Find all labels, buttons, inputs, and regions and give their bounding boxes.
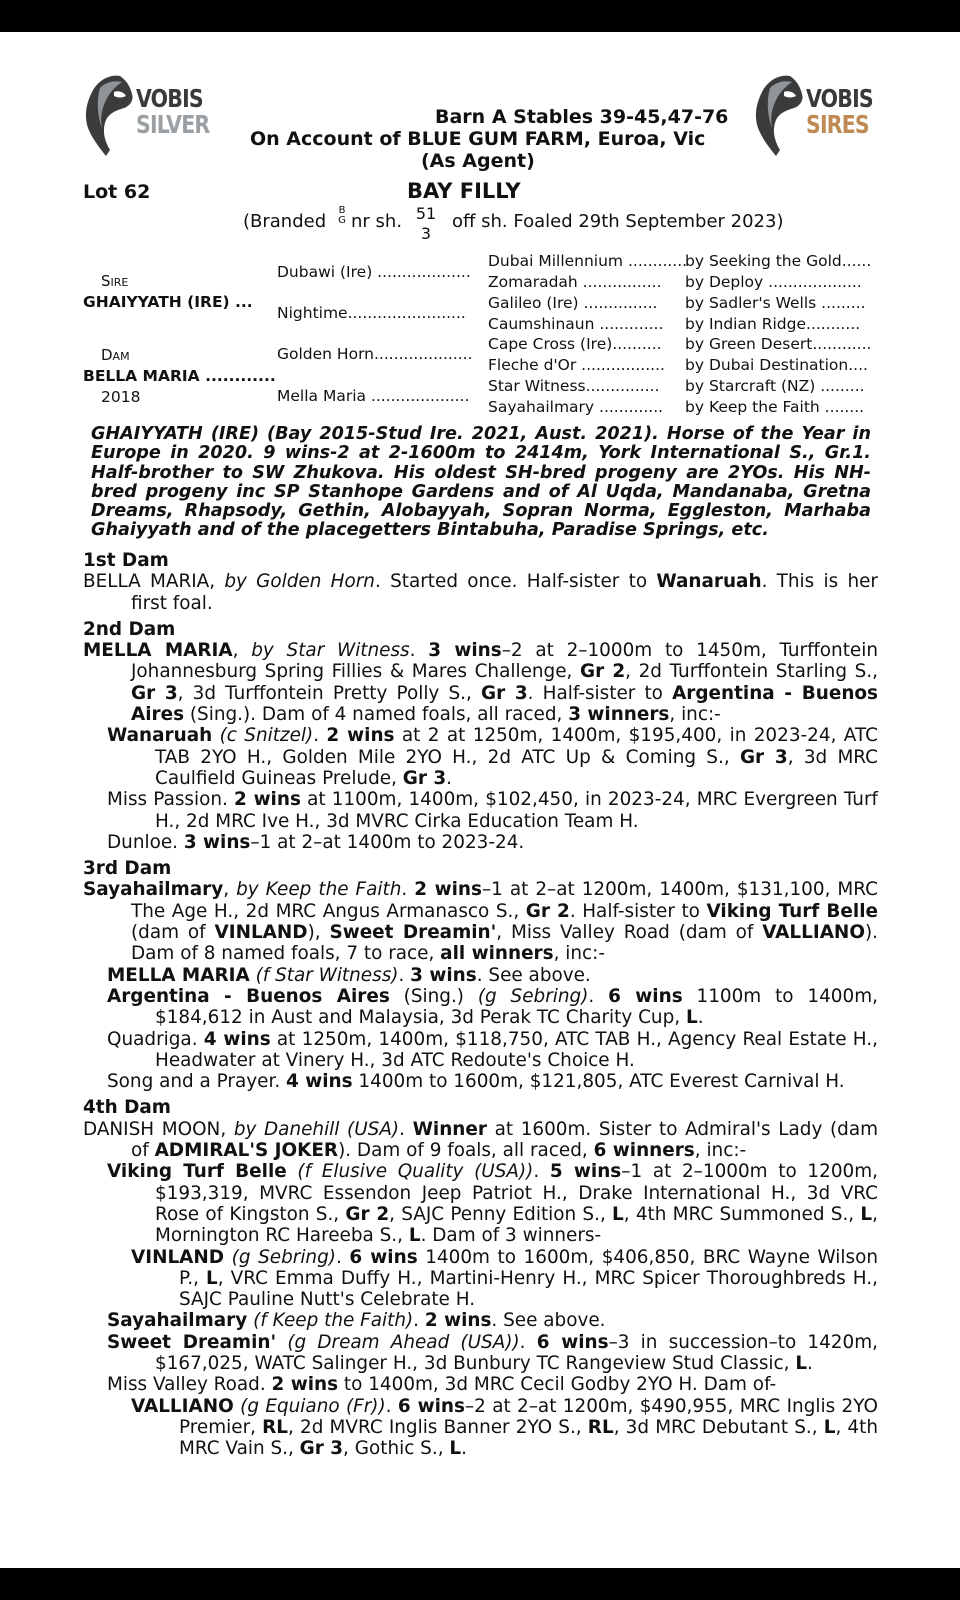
progeny-paragraph (83, 789, 878, 832)
bold-run: Gr 2 (345, 1203, 390, 1225)
bold-run: MELLA MARIA (83, 640, 233, 662)
bold-run: 3 wins (410, 964, 477, 986)
bold-run: MELLA MARIA (107, 964, 250, 986)
progeny-paragraph (83, 1161, 878, 1246)
bold-run: Wanaruah (656, 571, 762, 593)
bold-run: 3 wins (183, 831, 251, 853)
pedigree-gen3-sire: by Dubai Destination.... (685, 356, 868, 374)
bold-run: 6 wins (608, 985, 683, 1007)
text-run: . (807, 1352, 813, 1374)
bold-run: Wanaruah (107, 725, 213, 747)
text-run: . (335, 1246, 350, 1268)
pedigree-gen2-item: Nightime........................ (277, 304, 466, 322)
brand-number-bottom: 3 (420, 224, 432, 243)
italic-run: (g Equiano (Fr)) (240, 1395, 386, 1417)
bold-run: RL (587, 1416, 614, 1438)
bold-run: 2 wins (424, 1310, 492, 1332)
text-run: . (385, 1395, 398, 1417)
lot-number: Lot 62 (83, 181, 151, 203)
text-run: , inc:- (694, 1140, 747, 1162)
text-run: at 2 at 1250m, 1400m, $195,400, in 2023-24, ATC TAB 2YO H., Golden Mile 2YO H., 2d ATC Up & Coming S., (155, 725, 878, 768)
text-run: . This is her first foal. (131, 571, 878, 614)
progeny-paragraph (83, 1071, 878, 1092)
pedigree-gen3-sire: by Deploy ................... (685, 273, 862, 291)
progeny-paragraph (83, 1029, 878, 1072)
bold-run: Sayahailmary (83, 879, 224, 901)
text-run: at 1600m. Sister to Admiral's Lady (dam of (131, 1118, 879, 1162)
bold-run: L (612, 1203, 624, 1225)
pedigree-gen3-item: Caumshinaun ............. (488, 315, 664, 333)
bold-run: 3 winners (568, 704, 670, 726)
text-run: Miss Valley Road. (107, 1374, 272, 1396)
vobis-sires-logo (750, 72, 890, 162)
bold-run: Sweet Dreamin' (107, 1331, 277, 1353)
progeny-paragraph (83, 1374, 878, 1395)
brand-number-top: 51 (415, 204, 437, 223)
section-heading: 2nd Dam (83, 618, 176, 640)
italic-run: by Keep the Faith (236, 879, 402, 901)
bold-run: 4 wins (203, 1028, 271, 1050)
logo-word-vobis: VOBIS (806, 84, 873, 113)
brand-number (413, 204, 439, 244)
horse-head-icon (750, 72, 806, 158)
text-run: , VRC Emma Duffy H., Martini-Henry H., MRC Spicer Thoroughbreds H., SAJC Pauline Nutt's Celebrate H. (179, 1267, 879, 1311)
text-run: . (446, 767, 453, 789)
section-heading: 4th Dam (83, 1097, 171, 1119)
bold-run: 2 wins (414, 879, 482, 901)
text-run: , 3d MRC Debutant S., (613, 1416, 824, 1438)
pedigree-gen2-item: Dubawi (Ire) ................... (277, 263, 471, 281)
text-run: , inc:- (553, 943, 605, 965)
text-run: , 4th MRC Summoned S., (623, 1203, 861, 1225)
bold-run: Gr 3 (739, 746, 788, 768)
vendor-account: On Account of BLUE GUM FARM, Euroa, Vic (250, 128, 706, 150)
text-run: –1 at 2–at 1400m to 2023-24. (250, 831, 525, 853)
text-run: . (413, 1310, 425, 1332)
italic-run: (c Snitzel) (219, 725, 314, 747)
barn-location: Barn A Stables 39-45,47-76 (435, 106, 729, 128)
foaled-text: off sh. Foaled 29th September 2023) (452, 211, 784, 232)
text-run: . (399, 1118, 413, 1140)
bold-run: VINLAND (131, 1246, 225, 1268)
text-run (276, 1332, 287, 1353)
text-run (212, 725, 219, 746)
progeny-paragraph (83, 986, 878, 1029)
pedigree-gen3-sire: by Sadler's Wells ......... (685, 294, 866, 312)
text-run: BELLA MARIA, (83, 571, 225, 593)
text-run: ), (307, 922, 330, 944)
bold-run: ADMIRAL'S JOKER (154, 1140, 339, 1162)
text-run: . (409, 640, 429, 662)
sire-label: Sire (101, 272, 129, 290)
text-run: , 3d MRC Caulfield Guineas Prelude, (155, 746, 879, 789)
text-run: , 2d MVRC Inglis Banner 2YO S., (288, 1416, 588, 1438)
bold-run: Sweet Dreamin' (329, 922, 497, 944)
text-run: ). Dam of 9 foals, all raced, (338, 1140, 594, 1162)
dam-name (83, 367, 276, 385)
italic-run: (g Sebring) (231, 1246, 336, 1268)
grand-progeny-paragraph (83, 1247, 878, 1311)
dam-year: 2018 (101, 388, 141, 406)
text-run: . Started once. Half-sister to (374, 571, 657, 593)
progeny-paragraph (83, 965, 878, 986)
pedigree-gen3-sire: by Starcraft (NZ) ......... (685, 377, 865, 395)
text-run: , (223, 879, 237, 901)
text-run: . (588, 985, 609, 1007)
bold-run: Gr 3 (480, 682, 528, 704)
logo-word-sires: SIRES (806, 110, 869, 139)
text-run: Quadriga. (107, 1028, 204, 1050)
text-run: , Mornington RC Hareeba S., (155, 1203, 878, 1247)
italic-run: by Golden Horn (224, 571, 375, 593)
progeny-paragraph (83, 832, 878, 853)
brand-mark-top: B (338, 205, 346, 216)
horse-head-icon (80, 72, 136, 158)
vobis-silver-logo (80, 72, 220, 162)
progeny-paragraph (83, 1332, 878, 1375)
pedigree-gen3-item: Zomaradah ................ (488, 273, 662, 291)
dam-paragraph (83, 640, 878, 725)
italic-run: (f Star Witness) (255, 964, 399, 986)
italic-run: (g Sebring) (477, 985, 589, 1007)
text-run: 1400m to 1600m, $406,850, BRC Wayne Wilson P., (179, 1246, 878, 1289)
dam-paragraph (83, 1119, 878, 1162)
bold-run: Viking Turf Belle (107, 1161, 287, 1183)
bold-run: 4 wins (286, 1071, 353, 1093)
brand-mark (335, 206, 349, 226)
bold-run: 6 wins (536, 1331, 609, 1353)
pedigree-gen2-item: Mella Maria .................... (277, 387, 470, 405)
text-run: , (232, 640, 252, 662)
lot-title: BAY FILLY (407, 179, 521, 203)
bold-run: 3 wins (428, 640, 502, 662)
text-run: Dunloe. (107, 831, 184, 853)
bold-run: 2 wins (271, 1374, 339, 1396)
pedigree-gen3-item: Sayahailmary ............. (488, 398, 664, 416)
bold-run: Winner (412, 1118, 487, 1140)
text-run: at 1100m, 1400m, $102,450, in 2023-24, MRC Evergreen Turf H., 2d MRC Ive H., 3d MVRC Cirka Education Team H. (155, 789, 878, 832)
text-run: Song and a Prayer. (107, 1071, 287, 1093)
bold-run: VALLIANO (762, 922, 865, 944)
section-heading: 3rd Dam (83, 858, 172, 880)
bold-run: VALLIANO (131, 1395, 234, 1417)
bold-run: RL (262, 1416, 289, 1438)
bold-run: Viking Turf Belle (706, 900, 878, 922)
sire-analysis: GHAIYYATH (IRE) (Bay 2015-Stud Ire. 2021, Aust. 2021). Horse of the Year in Europe in 2020. 9 wins-2 at 2-1600m to 2414m, York International S., Gr.1. Half-brother to SW Zhukova. His oldest SH-bred progeny are 2YOs. His NH-bred progeny inc SP Stanhope Gardens and of Al Uqda, Mandanaba, Gretna Dreams, Rhapsody, Gethin, Alobayyah, Sopran Norma, Eggleston, Marhaba Ghaiyyath and of the placegetters Bintabuha, Paradise Springs, etc. (91, 424, 871, 541)
text-run (224, 1247, 232, 1268)
pedigree-gen3-sire: by Green Desert............ (685, 335, 872, 353)
text-run: –1 at 2–1000m to 1200m, $193,319, MVRC Essendon Jeep Patriot H., Drake International H., 3d VRC Rose of Kingston S., (155, 1161, 878, 1225)
text-run: , 3d Turffontein Pretty Polly S., (177, 682, 481, 704)
text-run: , Miss Valley Road (dam of (496, 922, 763, 944)
bold-run: L (685, 1007, 698, 1029)
text-run: , 2d Turffontein Starling S., (625, 661, 878, 683)
text-run: . (697, 1007, 704, 1029)
bold-run: Gr 3 (299, 1438, 344, 1460)
text-run: –1 at 2–at 1200m, 1400m, $131,100, MRC The Age H., 2d MRC Angus Armanasco S., (131, 879, 878, 922)
sire-name: GHAIYYATH (IRE) ... (83, 293, 253, 311)
pedigree-gen3-item: Galileo (Ire) ............... (488, 294, 658, 312)
text-run: 1100m to 1400m, $184,612 in Aust and Malaysia, 3d Perak TC Charity Cup, (155, 985, 878, 1029)
bold-run: L (206, 1267, 218, 1289)
text-run: , Gothic S., (343, 1438, 450, 1460)
pedigree-gen3-item: Dubai Millennium ............ (488, 252, 688, 270)
text-run: . Half-sister to (569, 900, 707, 922)
text-run: . (519, 1331, 537, 1353)
bold-run: Argentina - Buenos Aires (107, 985, 390, 1007)
bold-run: 6 wins (349, 1246, 418, 1268)
bold-run: 5 wins (549, 1161, 622, 1183)
text-run: DANISH MOON, (83, 1118, 234, 1140)
dam-paragraph (83, 879, 878, 964)
italic-run: (f Keep the Faith) (253, 1310, 414, 1332)
bold-run: 2 wins (234, 789, 301, 811)
logo-word-silver: SILVER (136, 110, 210, 139)
text-run: . (461, 1438, 467, 1460)
progeny-paragraph (83, 1310, 878, 1331)
section-heading: 1st Dam (83, 550, 169, 571)
brand-mark-bottom: G (338, 215, 346, 226)
bold-run: L (860, 1203, 873, 1225)
text-run: (Sing.) (389, 985, 478, 1007)
logo-word-vobis: VOBIS (136, 84, 203, 113)
dam-name-text: BELLA MARIA ............ (83, 367, 276, 385)
bold-run: Gr 3 (402, 767, 447, 789)
dam-paragraph (83, 571, 878, 614)
bold-run: 6 wins (397, 1395, 465, 1417)
text-run: –3 in succession–to 1420m, $167,025, WATC Salinger H., 3d Bunbury TC Rangeview Stud Classic, (155, 1331, 878, 1374)
pedigree-gen3-item: Star Witness............... (488, 377, 660, 395)
text-run: . (313, 725, 327, 747)
grand-progeny-paragraph (83, 1396, 878, 1460)
text-run: 1400m to 1600m, $121,805, ATC Everest Carnival H. (352, 1071, 845, 1093)
bold-run: L (408, 1225, 421, 1247)
text-run: . Half-sister to (527, 682, 673, 704)
text-run: . See above. (476, 964, 591, 986)
bold-run: L (823, 1416, 836, 1438)
text-run (287, 1161, 298, 1182)
text-run: (Sing.). Dam of 4 named foals, all raced, (184, 704, 569, 726)
bottom-black-bar (0, 1568, 960, 1600)
bold-run: all winners (440, 943, 554, 965)
text-run: . See above. (491, 1310, 606, 1332)
pedigree-gen3-sire: by Indian Ridge........... (685, 315, 861, 333)
bold-run: Gr 2 (525, 900, 570, 922)
text-run: (dam of (131, 922, 215, 944)
bold-run: 2 wins (326, 725, 395, 747)
top-black-bar (0, 0, 960, 32)
text-run: . (398, 964, 411, 986)
text-run: to 1400m, 3d MRC Cecil Godby 2YO H. Dam of- (338, 1374, 777, 1396)
text-run: ). Dam of 8 named foals, 7 to race, (131, 922, 878, 965)
bold-run: VINLAND (214, 922, 308, 944)
agent-note: (As Agent) (421, 150, 535, 172)
text-run: , inc:- (669, 704, 721, 726)
italic-run: (f Elusive Quality (USA)) (297, 1161, 534, 1183)
text-run: , 4th MRC Vain S., (179, 1416, 878, 1460)
italic-run: (g Dream Ahead (USA)) (287, 1331, 520, 1353)
text-run: at 1250m, 1400m, $118,750, ATC TAB H., Agency Real Estate H., Headwater at Vinery H., 3d ATC Redoute's Choice H. (155, 1028, 878, 1071)
bold-run: Sayahailmary (107, 1310, 248, 1332)
bold-run: L (795, 1352, 808, 1374)
dam-label: Dam (101, 346, 130, 364)
progeny-paragraph (83, 725, 878, 789)
bold-run: Gr 3 (131, 682, 178, 704)
text-run: , SAJC Penny Edition S., (389, 1203, 613, 1225)
branded-middle: nr sh. (351, 211, 403, 232)
italic-run: by Star Witness (251, 640, 410, 662)
pedigree-gen3-item: Fleche d'Or ................. (488, 356, 665, 374)
pedigree-gen2-item: Golden Horn.................... (277, 345, 473, 363)
pedigree-gen3-sire: by Seeking the Gold...... (685, 252, 872, 270)
bold-run: L (449, 1438, 462, 1460)
text-run: . (533, 1161, 550, 1183)
branded-prefix: (Branded (243, 211, 327, 232)
italic-run: by Danehill (USA) (233, 1118, 400, 1140)
text-run: . Dam of 3 winners- (420, 1225, 602, 1247)
catalogue-body (83, 550, 878, 1459)
pedigree-gen3-sire: by Keep the Faith ........ (685, 398, 865, 416)
text-run: –2 at 2–at 1200m, $490,955, MRC Inglis 2YO Premier, (179, 1395, 878, 1438)
pedigree-gen3-item: Cape Cross (Ire).......... (488, 335, 662, 353)
text-run: Miss Passion. (107, 789, 235, 811)
bold-run: 6 winners (593, 1140, 695, 1162)
text-run: –2 at 2–1000m to 1450m, Turffontein Johannesburg Spring Fillies & Mares Challenge, (131, 640, 878, 683)
text-run: . (401, 879, 415, 901)
bold-run: Gr 2 (580, 661, 626, 683)
bold-run: Argentina - Buenos Aires (131, 682, 878, 726)
